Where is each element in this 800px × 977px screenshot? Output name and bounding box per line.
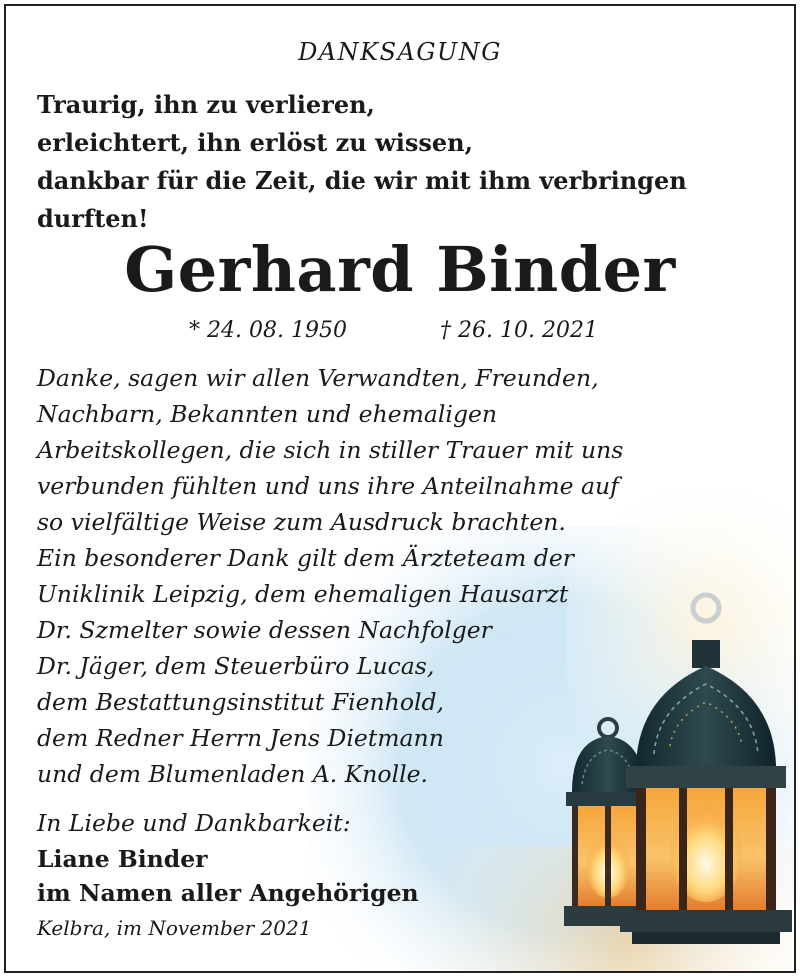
motto-line: durften! xyxy=(37,204,149,233)
paragraph-line: und dem Blumenladen A. Knolle. xyxy=(37,760,428,788)
paragraph-line: Arbeitskollegen, die sich in stiller Trauer mit uns xyxy=(37,436,624,464)
paragraph-line: so vielfältige Weise zum Ausdruck brachten. xyxy=(37,508,566,536)
motto-line: dankbar für die Zeit, die wir mit ihm verbringen xyxy=(37,166,687,195)
paragraph-line: verbunden fühlten und uns ihre Anteilnahme auf xyxy=(37,472,619,500)
paragraph-line: Ein besonderer Dank gilt dem Ärzteteam der xyxy=(37,544,574,572)
motto-line: erleichtert, ihn erlöst zu wissen, xyxy=(37,128,473,157)
paragraph-line: Dr. Szmelter sowie dessen Nachfolger xyxy=(37,616,492,644)
motto-line: Traurig, ihn zu verlieren, xyxy=(37,90,375,119)
motto-verse xyxy=(37,86,687,238)
paragraph-line: Nachbarn, Bekannten und ehemaligen xyxy=(37,400,498,428)
closing-phrase: In Liebe und Dankbarkeit: xyxy=(37,809,351,837)
notice-heading: DANKSAGUNG xyxy=(298,38,502,66)
place-date: Kelbra, im November 2021 xyxy=(37,916,312,940)
signer-note: im Namen aller Angehörigen xyxy=(37,879,419,907)
paragraph-line: dem Bestattungsinstitut Fienhold, xyxy=(37,688,444,716)
paragraph-line: Danke, sagen wir allen Verwandten, Freunden, xyxy=(37,364,599,392)
special-thanks-paragraph xyxy=(37,540,574,792)
signer-block xyxy=(37,842,419,910)
paragraph-line: Dr. Jäger, dem Steuerbüro Lucas, xyxy=(37,652,435,680)
paragraph-line: dem Redner Herrn Jens Dietmann xyxy=(37,724,444,752)
thanks-paragraph xyxy=(37,360,623,540)
deceased-name: Gerhard Binder xyxy=(124,233,676,306)
death-date: † 26. 10. 2021 xyxy=(440,318,598,343)
obituary-notice xyxy=(4,4,796,973)
paragraph-line: Uniklinik Leipzig, dem ehemaligen Hausarzt xyxy=(37,580,569,608)
signer-name: Liane Binder xyxy=(37,845,208,873)
birth-date: * 24. 08. 1950 xyxy=(189,318,347,343)
